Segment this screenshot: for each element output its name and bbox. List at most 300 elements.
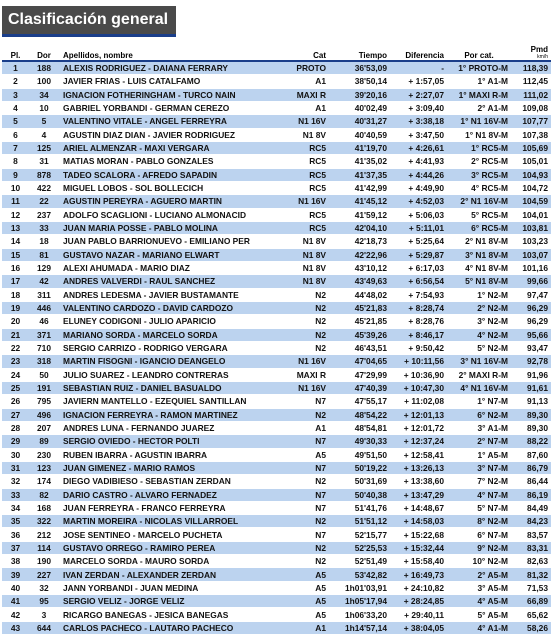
category-cell: A5: [280, 608, 329, 621]
difference-cell: -: [390, 61, 447, 75]
time-cell: 1h01'03,91: [329, 581, 390, 594]
difference-cell: + 12:01,72: [390, 421, 447, 434]
category-position-cell: 2° N7-M: [447, 435, 511, 448]
crew-name-cell: SERGIO VELIZ - JORGE VELIZ: [59, 595, 280, 608]
table-row: [2, 341, 551, 354]
time-cell: 45'21,85: [329, 315, 390, 328]
table-row: [2, 528, 551, 541]
time-cell: 40'31,27: [329, 115, 390, 128]
table-row: [2, 88, 551, 101]
category-cell: A1: [280, 101, 329, 114]
category-position-cell: 4° N7-M: [447, 488, 511, 501]
category-cell: PROTO: [280, 61, 329, 75]
average-speed-cell: 89,30: [511, 408, 551, 421]
difference-cell: + 12:37,24: [390, 435, 447, 448]
category-position-cell: 5° RC5-M: [447, 208, 511, 221]
table-row: [2, 408, 551, 421]
time-cell: 1h06'33,20: [329, 608, 390, 621]
crew-name-cell: JAVIER FRIAS - LUIS CATALFAMO: [59, 75, 280, 88]
time-cell: 43'49,63: [329, 275, 390, 288]
table-row: [2, 61, 551, 75]
difference-cell: + 4:52,03: [390, 195, 447, 208]
category-cell: N2: [280, 341, 329, 354]
header-category: Cat: [313, 51, 326, 60]
position-cell: 5: [2, 115, 29, 128]
position-cell: 18: [2, 288, 29, 301]
difference-cell: + 6:56,54: [390, 275, 447, 288]
table-row: [2, 488, 551, 501]
category-cell: N2: [280, 541, 329, 554]
position-cell: 27: [2, 408, 29, 421]
category-cell: N2: [280, 515, 329, 528]
time-cell: 47'55,17: [329, 395, 390, 408]
category-cell: N7: [280, 488, 329, 501]
time-cell: 49'51,50: [329, 448, 390, 461]
category-cell: N1 8V: [280, 248, 329, 261]
table-row: [2, 461, 551, 474]
crew-name-cell: ANDRES LUNA - FERNANDO JUAREZ: [59, 421, 280, 434]
crew-name-cell: RUBEN IBARRA - AGUSTIN IBARRA: [59, 448, 280, 461]
position-cell: 4: [2, 101, 29, 114]
crew-name-cell: RICARGO BANEGAS - JESICA BANEGAS: [59, 608, 280, 621]
bib-cell: 230: [29, 448, 59, 461]
difference-cell: + 8:28,74: [390, 301, 447, 314]
crew-name-cell: JUAN FERREYRA - FRANCO FERREYRA: [59, 501, 280, 514]
crew-name-cell: SERGIO CARRIZO - RODRIGO VERGARA: [59, 341, 280, 354]
bib-cell: 710: [29, 341, 59, 354]
bib-cell: 188: [29, 61, 59, 75]
table-row: [2, 568, 551, 581]
time-cell: 45'39,26: [329, 328, 390, 341]
table-row: [2, 515, 551, 528]
category-cell: RC5: [280, 208, 329, 221]
category-cell: N2: [280, 328, 329, 341]
time-cell: 51'51,12: [329, 515, 390, 528]
difference-cell: + 5:11,01: [390, 221, 447, 234]
crew-name-cell: JUAN GIMENEZ - MARIO RAMOS: [59, 461, 280, 474]
table-row: [2, 181, 551, 194]
position-cell: 7: [2, 141, 29, 154]
table-row: [2, 608, 551, 621]
category-cell: RC5: [280, 141, 329, 154]
bib-cell: 168: [29, 501, 59, 514]
bib-cell: 123: [29, 461, 59, 474]
difference-cell: + 8:46,17: [390, 328, 447, 341]
time-cell: 1h05'17,94: [329, 595, 390, 608]
bib-cell: 878: [29, 168, 59, 181]
time-cell: 43'10,12: [329, 261, 390, 274]
category-position-cell: 4° A5-M: [447, 595, 511, 608]
category-position-cell: 2° N1 8V-M: [447, 235, 511, 248]
average-speed-cell: 92,78: [511, 355, 551, 368]
crew-name-cell: IGNACION FERREYRA - RAMON MARTINEZ: [59, 408, 280, 421]
crew-name-cell: DIEGO VADIBIESO - SEBASTIAN ZERDAN: [59, 475, 280, 488]
time-cell: 46'43,51: [329, 341, 390, 354]
category-cell: A5: [280, 581, 329, 594]
crew-name-cell: ADOLFO SCAGLIONI - LUCIANO ALMONACID: [59, 208, 280, 221]
bib-cell: 33: [29, 221, 59, 234]
crew-name-cell: MARTIN FISOGNI - IGANCIO DEANGELO: [59, 355, 280, 368]
category-cell: N7: [280, 528, 329, 541]
position-cell: 30: [2, 448, 29, 461]
table-row: [2, 355, 551, 368]
category-position-cell: 6° N2-M: [447, 408, 511, 421]
average-speed-cell: 81,32: [511, 568, 551, 581]
difference-cell: + 38:04,05: [390, 621, 447, 634]
difference-cell: + 4:49,90: [390, 181, 447, 194]
crew-name-cell: MARIANO SORDA - MARCELO SORDA: [59, 328, 280, 341]
table-row: [2, 75, 551, 88]
table-row: [2, 301, 551, 314]
table-row: [2, 315, 551, 328]
crew-name-cell: IVAN ZERDAN - ALEXANDER ZERDAN: [59, 568, 280, 581]
category-position-cell: 7° N2-M: [447, 475, 511, 488]
table-row: [2, 581, 551, 594]
average-speed-cell: 71,53: [511, 581, 551, 594]
table-row: [2, 368, 551, 381]
category-cell: N7: [280, 461, 329, 474]
bib-cell: 50: [29, 368, 59, 381]
category-cell: N2: [280, 301, 329, 314]
time-cell: 52'15,77: [329, 528, 390, 541]
table-row: [2, 475, 551, 488]
bib-cell: 34: [29, 88, 59, 101]
category-position-cell: 6° N7-M: [447, 528, 511, 541]
category-position-cell: 4° N1 8V-M: [447, 261, 511, 274]
bib-cell: 446: [29, 301, 59, 314]
crew-name-cell: ELUNEY CODIGONI - JULIO APARICIO: [59, 315, 280, 328]
bib-cell: 371: [29, 328, 59, 341]
classification-table: [2, 43, 551, 635]
bib-cell: 318: [29, 355, 59, 368]
position-cell: 10: [2, 181, 29, 194]
bib-cell: 18: [29, 235, 59, 248]
category-cell: N1 16V: [280, 381, 329, 394]
time-cell: 52'51,49: [329, 555, 390, 568]
category-cell: RC5: [280, 181, 329, 194]
table-row: [2, 448, 551, 461]
average-speed-cell: 87,60: [511, 448, 551, 461]
crew-name-cell: IGNACION FOTHERINGHAM - TURCO NAIN: [59, 88, 280, 101]
category-cell: N1 8V: [280, 128, 329, 141]
position-cell: 17: [2, 275, 29, 288]
category-cell: A5: [280, 568, 329, 581]
table-row: [2, 115, 551, 128]
category-cell: N2: [280, 555, 329, 568]
difference-cell: + 3:47,50: [390, 128, 447, 141]
category-position-cell: 4° N2-M: [447, 328, 511, 341]
category-position-cell: 1° PROTO-M: [447, 61, 511, 75]
category-cell: RC5: [280, 155, 329, 168]
table-row: [2, 155, 551, 168]
difference-cell: + 5:06,03: [390, 208, 447, 221]
table-row: [2, 221, 551, 234]
crew-name-cell: ANDRES VALVERDI - RAUL SANCHEZ: [59, 275, 280, 288]
average-speed-cell: 105,69: [511, 141, 551, 154]
table-row: [2, 141, 551, 154]
average-speed-cell: 93,47: [511, 341, 551, 354]
header-average-speed-label: Pmd: [530, 45, 548, 54]
time-cell: 41'37,35: [329, 168, 390, 181]
crew-name-cell: JUAN MARIA POSSE - PABLO MOLINA: [59, 221, 280, 234]
category-cell: A1: [280, 621, 329, 634]
category-position-cell: 3° A5-M: [447, 581, 511, 594]
position-cell: 29: [2, 435, 29, 448]
average-speed-cell: 91,61: [511, 381, 551, 394]
difference-cell: + 14:48,67: [390, 501, 447, 514]
crew-name-cell: AGUSTIN PEREYRA - AGUERO MARTIN: [59, 195, 280, 208]
position-cell: 22: [2, 341, 29, 354]
average-speed-cell: 86,44: [511, 475, 551, 488]
position-cell: 2: [2, 75, 29, 88]
crew-name-cell: SEBASTIAN RUIZ - DANIEL BASUALDO: [59, 381, 280, 394]
time-cell: 41'42,99: [329, 181, 390, 194]
difference-cell: + 6:17,03: [390, 261, 447, 274]
category-position-cell: 2° A5-M: [447, 568, 511, 581]
average-speed-cell: 107,38: [511, 128, 551, 141]
difference-cell: + 4:41,93: [390, 155, 447, 168]
crew-name-cell: TADEO SCALORA - AFREDO SAPADIN: [59, 168, 280, 181]
time-cell: 40'02,49: [329, 101, 390, 114]
table-row: [2, 435, 551, 448]
category-position-cell: 2° A1-M: [447, 101, 511, 114]
bib-cell: 100: [29, 75, 59, 88]
header-difference: Diferencia: [405, 51, 444, 60]
category-position-cell: 10° N2-M: [447, 555, 511, 568]
average-speed-cell: 101,16: [511, 261, 551, 274]
category-cell: A5: [280, 448, 329, 461]
time-cell: 47'29,99: [329, 368, 390, 381]
bib-cell: 207: [29, 421, 59, 434]
bib-cell: 46: [29, 315, 59, 328]
category-position-cell: 2° N2-M: [447, 301, 511, 314]
category-position-cell: 4° N1 16V-M: [447, 381, 511, 394]
time-cell: 39'20,16: [329, 88, 390, 101]
difference-cell: + 11:02,08: [390, 395, 447, 408]
difference-cell: + 28:24,85: [390, 595, 447, 608]
category-cell: N2: [280, 475, 329, 488]
time-cell: 50'19,22: [329, 461, 390, 474]
difference-cell: + 12:01,13: [390, 408, 447, 421]
category-position-cell: 2° MAXI R-M: [447, 368, 511, 381]
position-cell: 26: [2, 395, 29, 408]
bib-cell: 10: [29, 101, 59, 114]
position-cell: 14: [2, 235, 29, 248]
position-cell: 39: [2, 568, 29, 581]
average-speed-cell: 107,77: [511, 115, 551, 128]
category-cell: N1 8V: [280, 235, 329, 248]
category-position-cell: 1° RC5-M: [447, 141, 511, 154]
difference-cell: + 4:26,61: [390, 141, 447, 154]
category-position-cell: 3° N1 16V-M: [447, 355, 511, 368]
table-row: [2, 275, 551, 288]
category-cell: MAXI R: [280, 88, 329, 101]
crew-name-cell: ANDRES LEDESMA - JAVIER BUSTAMANTE: [59, 288, 280, 301]
bib-cell: 95: [29, 595, 59, 608]
difference-cell: + 24:10,82: [390, 581, 447, 594]
bib-cell: 227: [29, 568, 59, 581]
time-cell: 45'21,83: [329, 301, 390, 314]
time-cell: 1h14'57,14: [329, 621, 390, 634]
time-cell: 41'45,12: [329, 195, 390, 208]
table-row: [2, 421, 551, 434]
average-speed-cell: 103,07: [511, 248, 551, 261]
position-cell: 24: [2, 368, 29, 381]
position-cell: 13: [2, 221, 29, 234]
header-category-position: Por cat.: [464, 51, 494, 60]
average-speed-cell: 91,13: [511, 395, 551, 408]
difference-cell: + 14:58,03: [390, 515, 447, 528]
bib-cell: 795: [29, 395, 59, 408]
average-speed-cell: 103,23: [511, 235, 551, 248]
category-position-cell: 2° N1 16V-M: [447, 195, 511, 208]
average-speed-cell: 86,79: [511, 461, 551, 474]
bib-cell: 5: [29, 115, 59, 128]
average-speed-cell: 58,26: [511, 621, 551, 634]
average-speed-cell: 104,59: [511, 195, 551, 208]
average-speed-cell: 104,72: [511, 181, 551, 194]
bib-cell: 42: [29, 275, 59, 288]
category-position-cell: 5° N1 8V-M: [447, 275, 511, 288]
position-cell: 37: [2, 541, 29, 554]
position-cell: 12: [2, 208, 29, 221]
table-row: [2, 541, 551, 554]
table-row: [2, 168, 551, 181]
crew-name-cell: DARIO CASTRO - ALVARO FERNADEZ: [59, 488, 280, 501]
category-position-cell: 9° N2-M: [447, 541, 511, 554]
crew-name-cell: JOSE SENTINEO - MARCELO PUCHETA: [59, 528, 280, 541]
bib-cell: 22: [29, 195, 59, 208]
category-position-cell: 4° A1-M: [447, 621, 511, 634]
table-row: [2, 621, 551, 634]
category-cell: A1: [280, 421, 329, 434]
position-cell: 42: [2, 608, 29, 621]
crew-name-cell: JANN YORBANDI - JUAN MEDINA: [59, 581, 280, 594]
average-speed-cell: 91,96: [511, 368, 551, 381]
position-cell: 34: [2, 501, 29, 514]
time-cell: 42'22,96: [329, 248, 390, 261]
time-cell: 47'04,65: [329, 355, 390, 368]
bib-cell: 191: [29, 381, 59, 394]
bib-cell: 212: [29, 528, 59, 541]
average-speed-cell: 104,01: [511, 208, 551, 221]
difference-cell: + 5:29,87: [390, 248, 447, 261]
crew-name-cell: SERGIO OVIEDO - HECTOR POLTI: [59, 435, 280, 448]
time-cell: 52'25,53: [329, 541, 390, 554]
page-title: Clasificación general: [8, 11, 169, 28]
table-row: [2, 248, 551, 261]
category-position-cell: 1° MAXI R-M: [447, 88, 511, 101]
crew-name-cell: JULIO SUAREZ - LEANDRO CONTRERAS: [59, 368, 280, 381]
difference-cell: + 2:27,07: [390, 88, 447, 101]
table-header-row: [2, 43, 551, 61]
position-cell: 33: [2, 488, 29, 501]
position-cell: 31: [2, 461, 29, 474]
category-cell: N2: [280, 315, 329, 328]
category-position-cell: 8° N2-M: [447, 515, 511, 528]
table-row: [2, 595, 551, 608]
bib-cell: 4: [29, 128, 59, 141]
position-cell: 21: [2, 328, 29, 341]
position-cell: 35: [2, 515, 29, 528]
category-cell: A5: [280, 595, 329, 608]
average-speed-cell: 118,39: [511, 61, 551, 75]
header-name: Apellidos, nombre: [63, 51, 133, 60]
difference-cell: + 1:57,05: [390, 75, 447, 88]
position-cell: 25: [2, 381, 29, 394]
table-row: [2, 328, 551, 341]
position-cell: 1: [2, 61, 29, 75]
category-cell: N1 16V: [280, 195, 329, 208]
time-cell: 41'35,02: [329, 155, 390, 168]
category-cell: N2: [280, 288, 329, 301]
difference-cell: + 8:28,76: [390, 315, 447, 328]
bib-cell: 32: [29, 581, 59, 594]
difference-cell: + 13:47,29: [390, 488, 447, 501]
category-cell: N7: [280, 435, 329, 448]
table-row: [2, 128, 551, 141]
position-cell: 19: [2, 301, 29, 314]
category-cell: N1 16V: [280, 355, 329, 368]
category-cell: N1 8V: [280, 275, 329, 288]
position-cell: 38: [2, 555, 29, 568]
difference-cell: + 10:47,30: [390, 381, 447, 394]
time-cell: 38'50,14: [329, 75, 390, 88]
crew-name-cell: MARTIN MOREIRA - NICOLAS VILLARROEL: [59, 515, 280, 528]
category-cell: N7: [280, 501, 329, 514]
average-speed-cell: 96,29: [511, 315, 551, 328]
table-row: [2, 555, 551, 568]
bib-cell: 237: [29, 208, 59, 221]
average-speed-cell: 65,62: [511, 608, 551, 621]
time-cell: 44'48,02: [329, 288, 390, 301]
average-speed-cell: 82,63: [511, 555, 551, 568]
category-position-cell: 1° A5-M: [447, 448, 511, 461]
category-position-cell: 5° A5-M: [447, 608, 511, 621]
average-speed-cell: 83,57: [511, 528, 551, 541]
position-cell: 16: [2, 261, 29, 274]
average-speed-cell: 111,02: [511, 88, 551, 101]
time-cell: 49'30,33: [329, 435, 390, 448]
table-row: [2, 101, 551, 114]
table-row: [2, 288, 551, 301]
category-position-cell: 1° N2-M: [447, 288, 511, 301]
category-position-cell: 5° N2-M: [447, 341, 511, 354]
bib-cell: 31: [29, 155, 59, 168]
bib-cell: 190: [29, 555, 59, 568]
category-position-cell: 3° RC5-M: [447, 168, 511, 181]
category-position-cell: 2° RC5-M: [447, 155, 511, 168]
table-row: [2, 395, 551, 408]
average-speed-cell: 105,01: [511, 155, 551, 168]
category-position-cell: 4° RC5-M: [447, 181, 511, 194]
difference-cell: + 16:49,73: [390, 568, 447, 581]
average-speed-cell: 96,29: [511, 301, 551, 314]
crew-name-cell: CARLOS PACHECO - LAUTARO PACHECO: [59, 621, 280, 634]
category-cell: N7: [280, 395, 329, 408]
header-average-speed: [511, 43, 551, 61]
average-speed-cell: 88,22: [511, 435, 551, 448]
crew-name-cell: GUSTAVO ORREGO - RAMIRO PEREA: [59, 541, 280, 554]
category-position-cell: 3° N1 8V-M: [447, 248, 511, 261]
time-cell: 48'54,81: [329, 421, 390, 434]
category-position-cell: 6° RC5-M: [447, 221, 511, 234]
difference-cell: + 10:36,90: [390, 368, 447, 381]
average-speed-cell: 84,49: [511, 501, 551, 514]
title-bar: [2, 6, 176, 37]
time-cell: 41'19,70: [329, 141, 390, 154]
time-cell: 50'40,38: [329, 488, 390, 501]
